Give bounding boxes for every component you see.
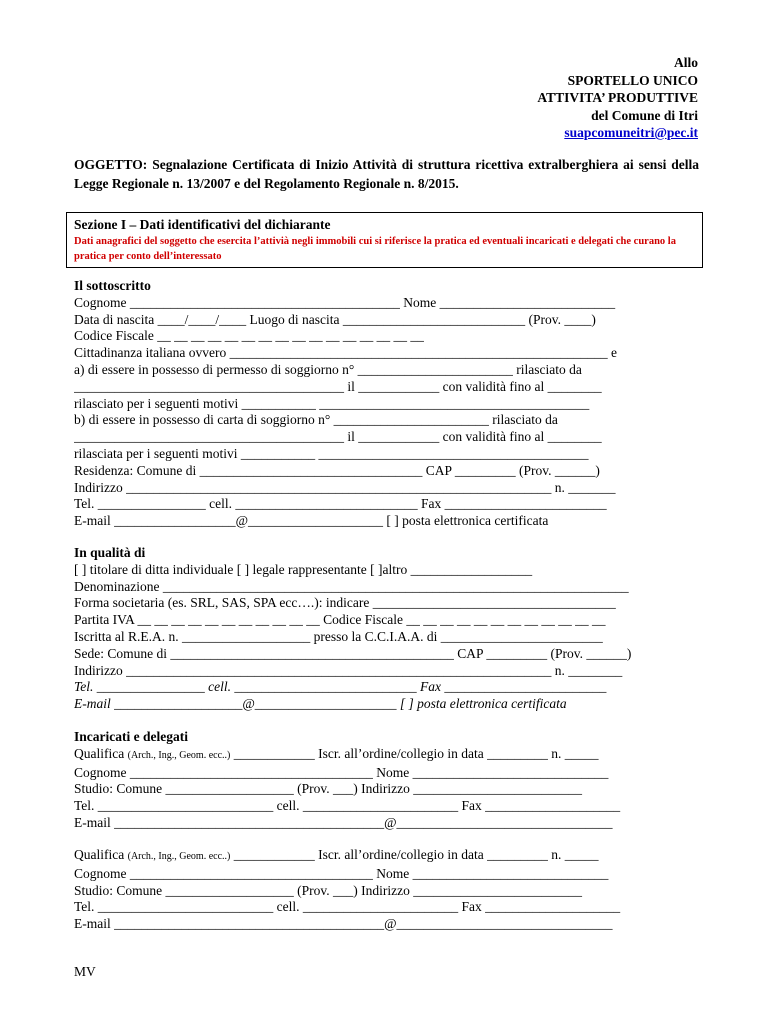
- delegate-qualifica-row[interactable]: [74, 746, 699, 765]
- declarant-row[interactable]: Residenza: Comune di _________________________________ CAP _________ (Prov. ______): [74, 462, 600, 478]
- delegate-row[interactable]: Studio: Comune ___________________ (Prov. ___) Indirizzo _________________________: [74, 882, 582, 898]
- declarant-row[interactable]: ________________________________________ il ____________ con validità fino al ________: [74, 429, 602, 445]
- recipient-line-2: SPORTELLO UNICO: [567, 72, 698, 88]
- declarant-row[interactable]: Indirizzo _______________________________________________________________ n. _______: [74, 479, 616, 495]
- subject-paragraph: OGGETTO: Segnalazione Certificata di Inizio Attività di struttura ricettiva extralberghiera ai sensi della Legge Regionale n. 13/2007 e del Regolamento Regionale n. 8/2015.: [74, 157, 699, 191]
- capacity-row[interactable]: E-mail ___________________@_____________________ [ ] posta elettronica certificata: [74, 696, 567, 712]
- capacity-row[interactable]: Indirizzo _______________________________________________________________ n. ________: [74, 662, 623, 678]
- declarant-row[interactable]: rilasciata per i seguenti motivi ___________ ________________________________________: [74, 445, 589, 461]
- declarant-row[interactable]: Codice Fiscale __ __ __ __ __ __ __ __ __ __ __ __ __ __ __ __: [74, 328, 424, 344]
- capacity-row[interactable]: [ ] titolare di ditta individuale [ ] legale rappresentante [ ]altro __________________: [74, 561, 533, 577]
- declarant-row[interactable]: a) di essere in possesso di permesso di soggiorno n° _______________________ rilasciato da: [74, 361, 582, 377]
- qualifica-fields[interactable]: ____________ Iscr. all’ordine/collegio in data _________ n. _____: [233, 847, 599, 862]
- qualifica-fields[interactable]: ____________ Iscr. all’ordine/collegio in data _________ n. _____: [233, 745, 599, 761]
- capacity-row[interactable]: Iscritta al R.E.A. n. ___________________ presso la C.C.I.A.A. di ________________________: [74, 628, 603, 644]
- capacity-row[interactable]: Tel. ________________ cell. ___________________________ Fax ________________________: [74, 679, 607, 695]
- capacity-section: [74, 545, 699, 713]
- qualifica-label: Qualifica: [74, 847, 125, 862]
- qualifica-label: Qualifica: [74, 745, 125, 761]
- delegate-row[interactable]: Cognome ____________________________________ Nome _____________________________: [74, 865, 609, 881]
- section-title: Sezione I – Dati identificativi del dichiarante: [74, 217, 331, 232]
- recipient-line-3: ATTIVITA’ PRODUTTIVE: [537, 90, 698, 105]
- delegate-row[interactable]: Tel. __________________________ cell. _______________________ Fax ____________________: [74, 899, 621, 915]
- capacity-row[interactable]: Partita IVA __ __ __ __ __ __ __ __ __ __ __ Codice Fiscale __ __ __ __ __ __ __ __ __ __ __ __: [74, 612, 606, 628]
- capacity-row[interactable]: Sede: Comune di __________________________________________ CAP _________ (Prov. ______): [74, 645, 632, 661]
- declarant-row[interactable]: Tel. ________________ cell. ___________________________ Fax ________________________: [74, 496, 607, 512]
- delegate-qualifica-row[interactable]: [74, 847, 699, 866]
- declarant-row[interactable]: ________________________________________ il ____________ con validità fino al ________: [74, 378, 602, 394]
- declarant-row[interactable]: rilasciato per i seguenti motivi ___________ ________________________________________: [74, 395, 590, 411]
- delegates-section: [74, 729, 699, 832]
- footer-initials: MV: [74, 964, 96, 979]
- delegates-section-2: [74, 847, 699, 933]
- section-description: Dati anagrafici del soggetto che esercita l’attivià negli immobili cui si riferisce la pratica ed eventuali incaricati e delegati che curano la pratica per conto dell’interessato: [74, 236, 676, 262]
- recipient-email-link[interactable]: suapcomuneitri@pec.it: [564, 125, 698, 140]
- capacity-row[interactable]: Forma societaria (es. SRL, SAS, SPA ecc….): indicare ____________________________________: [74, 595, 616, 611]
- recipient-line-1: Allo: [673, 55, 698, 70]
- delegate-row[interactable]: Cognome ____________________________________ Nome _____________________________: [74, 764, 609, 780]
- recipient-header: [537, 54, 698, 142]
- qualifica-hint: (Arch., Ing., Geom. ecc..): [127, 851, 231, 862]
- declarant-row[interactable]: E-mail __________________@____________________ [ ] posta elettronica certificata: [74, 513, 549, 529]
- capacity-heading: In qualità di: [74, 545, 146, 560]
- declarant-section: [74, 278, 699, 530]
- declarant-row[interactable]: Cognome ________________________________________ Nome __________________________: [74, 294, 616, 310]
- section-box: [66, 212, 703, 268]
- delegate-row[interactable]: E-mail ________________________________________@________________________________: [74, 916, 613, 932]
- delegate-row[interactable]: Studio: Comune ___________________ (Prov. ___) Indirizzo _________________________: [74, 781, 582, 797]
- delegate-row[interactable]: E-mail ________________________________________@________________________________: [74, 814, 613, 830]
- declarant-row[interactable]: Data di nascita ____/____/____ Luogo di nascita ___________________________ (Prov. ____): [74, 311, 596, 327]
- delegate-row[interactable]: Tel. __________________________ cell. _______________________ Fax ____________________: [74, 798, 621, 814]
- capacity-row[interactable]: Denominazione _____________________________________________________________________: [74, 578, 629, 594]
- declarant-heading: Il sottoscritto: [74, 278, 151, 293]
- delegates-heading: Incaricati e delegati: [74, 729, 188, 744]
- declarant-row[interactable]: Cittadinanza italiana ovvero ________________________________________________________ e: [74, 345, 617, 361]
- qualifica-hint: (Arch., Ing., Geom. ecc..): [127, 749, 231, 761]
- declarant-row[interactable]: b) di essere in possesso di carta di soggiorno n° _______________________ rilasciato da: [74, 412, 558, 428]
- recipient-line-4: del Comune di Itri: [591, 107, 698, 123]
